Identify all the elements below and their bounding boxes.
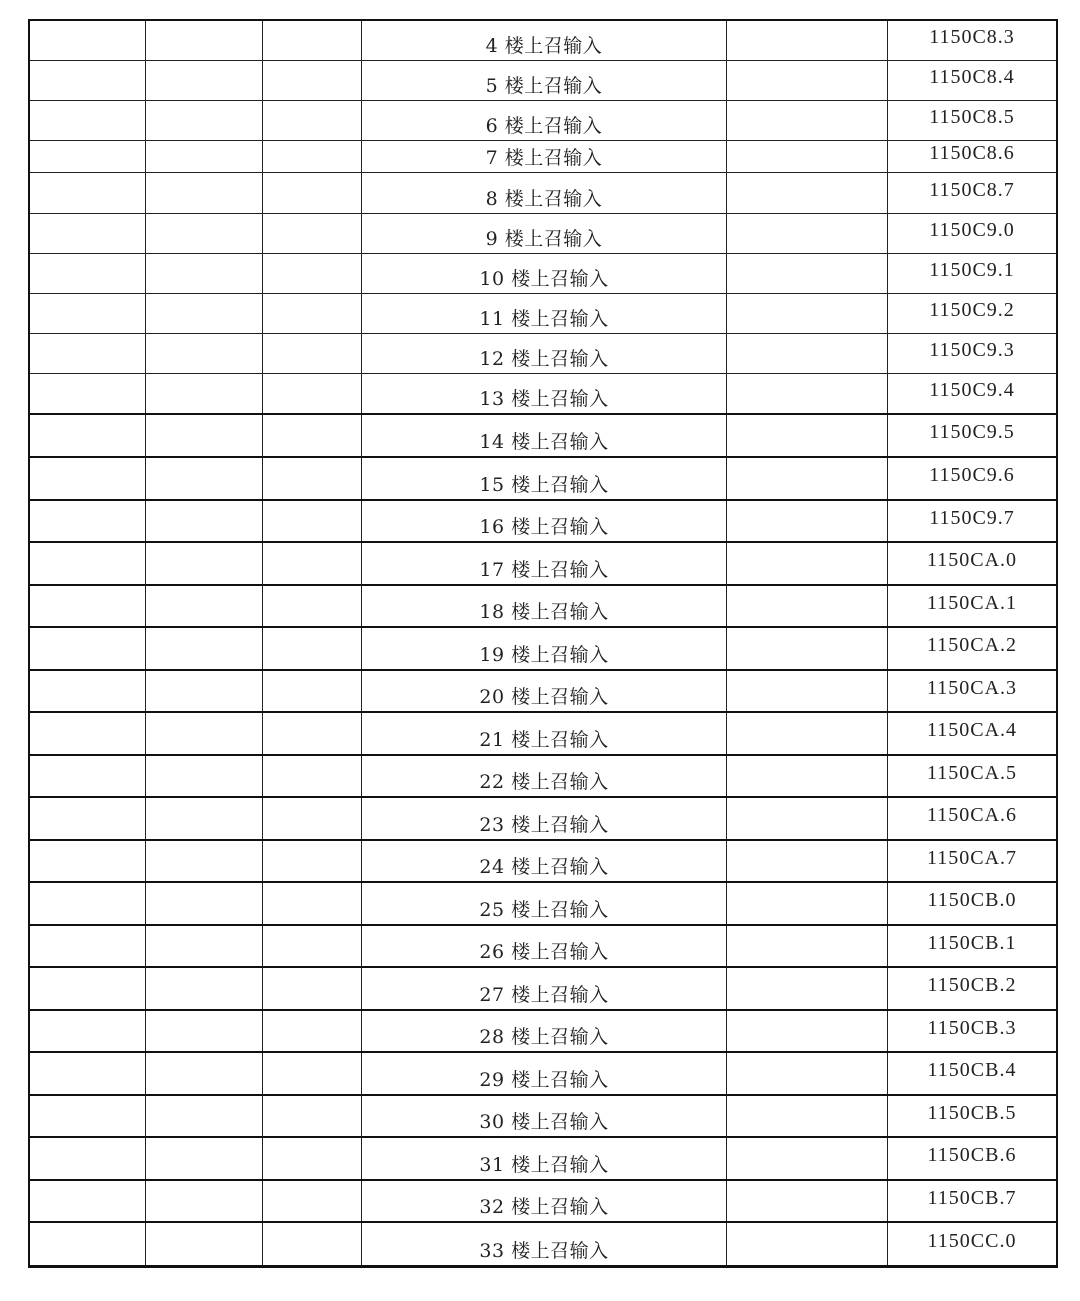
empty-cell — [30, 1053, 146, 1094]
table-row — [30, 713, 1056, 756]
empty-cell — [30, 586, 146, 626]
empty-cell — [146, 756, 263, 796]
address-cell: 1150CB.4 — [927, 1059, 1017, 1081]
empty-cell — [263, 501, 362, 541]
empty-cell — [263, 798, 362, 839]
empty-cell — [263, 543, 362, 584]
table-row — [30, 101, 1056, 141]
empty-cell — [727, 1011, 888, 1051]
signal-name-cell: 26 楼上召输入 — [362, 926, 727, 966]
empty-cell — [263, 374, 362, 413]
table-row — [30, 334, 1056, 374]
table-row — [30, 1138, 1056, 1181]
signal-name-cell: 32 楼上召输入 — [362, 1181, 727, 1221]
empty-cell — [146, 968, 263, 1009]
empty-cell — [263, 1181, 362, 1221]
empty-cell — [30, 374, 146, 413]
empty-cell — [30, 61, 146, 100]
empty-cell — [30, 334, 146, 373]
empty-cell — [727, 1053, 888, 1094]
empty-cell — [146, 713, 263, 754]
address-cell: 1150C8.3 — [929, 26, 1015, 48]
signal-name-cell: 30 楼上召输入 — [362, 1096, 727, 1136]
empty-cell — [263, 841, 362, 881]
address-cell: 1150CB.6 — [927, 1144, 1017, 1166]
address-cell: 1150C8.4 — [929, 66, 1015, 88]
empty-cell — [727, 1138, 888, 1179]
empty-cell — [727, 334, 888, 373]
table-row — [30, 458, 1056, 501]
empty-cell — [146, 798, 263, 839]
empty-cell — [146, 61, 263, 100]
table-row — [30, 586, 1056, 628]
empty-cell — [263, 713, 362, 754]
empty-cell — [727, 798, 888, 839]
table-row — [30, 214, 1056, 254]
address-cell: 1150CA.0 — [926, 549, 1018, 571]
empty-cell — [30, 628, 146, 669]
empty-cell — [263, 756, 362, 796]
empty-cell — [30, 1223, 146, 1265]
address-cell: 1150C8.5 — [929, 106, 1015, 128]
address-cell: 1150C9.1 — [929, 259, 1015, 281]
empty-cell — [727, 968, 888, 1009]
address-cell: 1150CB.3 — [927, 1016, 1017, 1039]
empty-cell — [30, 543, 146, 584]
empty-cell — [727, 671, 888, 711]
signal-name-cell: 18 楼上召输入 — [362, 586, 727, 626]
empty-cell — [727, 141, 888, 172]
empty-cell — [263, 1096, 362, 1136]
address-cell: 1150CA.7 — [926, 846, 1018, 869]
signal-name-cell: 8 楼上召输入 — [362, 173, 727, 213]
empty-cell — [727, 756, 888, 796]
empty-cell — [146, 671, 263, 711]
empty-cell — [30, 501, 146, 541]
signal-name-cell: 9 楼上召输入 — [362, 214, 727, 253]
empty-cell — [727, 1096, 888, 1136]
empty-cell — [263, 61, 362, 100]
empty-cell — [727, 713, 888, 754]
signal-name-cell: 23 楼上召输入 — [362, 798, 727, 839]
empty-cell — [263, 1138, 362, 1179]
signal-name-cell: 5 楼上召输入 — [362, 61, 727, 100]
address-cell: 1150CB.0 — [927, 889, 1017, 911]
empty-cell — [263, 294, 362, 333]
empty-cell — [263, 1011, 362, 1051]
table-row — [30, 883, 1056, 926]
empty-cell — [727, 294, 888, 333]
empty-cell — [30, 756, 146, 796]
address-cell: 1150C8.7 — [929, 178, 1015, 201]
signal-name-cell: 20 楼上召输入 — [362, 671, 727, 711]
address-cell: 1150CB.2 — [927, 974, 1017, 996]
empty-cell — [727, 21, 888, 60]
empty-cell — [30, 415, 146, 456]
empty-cell — [146, 374, 263, 413]
signal-name-cell: 10 楼上召输入 — [362, 254, 727, 293]
signal-name-cell: 25 楼上召输入 — [362, 883, 727, 924]
empty-cell — [146, 586, 263, 626]
signal-name-cell: 28 楼上召输入 — [362, 1011, 727, 1051]
empty-cell — [146, 141, 263, 172]
table-row — [30, 1011, 1056, 1053]
empty-cell — [30, 926, 146, 966]
signal-name-cell: 15 楼上召输入 — [362, 458, 727, 499]
empty-cell — [30, 214, 146, 253]
address-cell: 1150CA.6 — [926, 804, 1018, 826]
address-cell: 1150CC.0 — [927, 1229, 1017, 1252]
table-row — [30, 1096, 1056, 1138]
empty-cell — [146, 501, 263, 541]
empty-cell — [263, 214, 362, 253]
address-cell: 1150C8.6 — [929, 142, 1015, 164]
address-cell: 1150CB.1 — [927, 931, 1017, 954]
empty-cell — [727, 628, 888, 669]
signal-name-cell: 13 楼上召输入 — [362, 374, 727, 413]
empty-cell — [263, 173, 362, 213]
empty-cell — [263, 334, 362, 373]
empty-cell — [146, 841, 263, 881]
empty-cell — [146, 334, 263, 373]
empty-cell — [727, 501, 888, 541]
signal-name-cell: 11 楼上召输入 — [362, 294, 727, 333]
empty-cell — [146, 1138, 263, 1179]
empty-cell — [263, 1223, 362, 1265]
empty-cell — [263, 628, 362, 669]
signal-name-cell: 27 楼上召输入 — [362, 968, 727, 1009]
empty-cell — [30, 294, 146, 333]
empty-cell — [263, 141, 362, 172]
empty-cell — [146, 926, 263, 966]
signal-name-cell: 24 楼上召输入 — [362, 841, 727, 881]
empty-cell — [146, 458, 263, 499]
table-row — [30, 374, 1056, 415]
empty-cell — [146, 1096, 263, 1136]
empty-cell — [727, 926, 888, 966]
table-row — [30, 841, 1056, 883]
empty-cell — [146, 214, 263, 253]
table-row — [30, 926, 1056, 968]
signal-name-cell: 21 楼上召输入 — [362, 713, 727, 754]
empty-cell — [146, 101, 263, 140]
empty-cell — [727, 61, 888, 100]
table-row — [30, 415, 1056, 458]
table-row — [30, 756, 1056, 798]
empty-cell — [263, 586, 362, 626]
empty-cell — [30, 1138, 146, 1179]
signal-name-cell: 29 楼上召输入 — [362, 1053, 727, 1094]
address-cell: 1150CA.5 — [926, 761, 1018, 784]
empty-cell — [727, 214, 888, 253]
table-row — [30, 61, 1056, 101]
signal-name-cell: 22 楼上召输入 — [362, 756, 727, 796]
signal-name-cell: 31 楼上召输入 — [362, 1138, 727, 1179]
address-cell: 1150C9.2 — [929, 299, 1015, 321]
empty-cell — [146, 543, 263, 584]
empty-cell — [30, 713, 146, 754]
table-row — [30, 141, 1056, 173]
table-row — [30, 254, 1056, 294]
signal-name-cell: 16 楼上召输入 — [362, 501, 727, 541]
empty-cell — [30, 671, 146, 711]
empty-cell — [727, 883, 888, 924]
address-cell: 1150C9.3 — [929, 339, 1015, 361]
empty-cell — [146, 1011, 263, 1051]
address-cell: 1150C9.6 — [929, 464, 1015, 486]
address-cell: 1150CB.7 — [927, 1186, 1017, 1209]
signal-name-cell: 33 楼上召输入 — [362, 1223, 727, 1265]
address-cell: 1150CA.1 — [926, 591, 1018, 614]
empty-cell — [30, 883, 146, 924]
empty-cell — [30, 101, 146, 140]
empty-cell — [727, 254, 888, 293]
table-row — [30, 1223, 1056, 1265]
empty-cell — [727, 586, 888, 626]
empty-cell — [727, 458, 888, 499]
empty-cell — [146, 294, 263, 333]
empty-cell — [263, 1053, 362, 1094]
empty-cell — [30, 841, 146, 881]
empty-cell — [30, 173, 146, 213]
empty-cell — [727, 374, 888, 413]
empty-cell — [146, 883, 263, 924]
address-cell: 1150CA.2 — [926, 634, 1018, 656]
empty-cell — [263, 458, 362, 499]
table-row — [30, 671, 1056, 713]
empty-cell — [146, 628, 263, 669]
empty-cell — [146, 173, 263, 213]
empty-cell — [146, 254, 263, 293]
empty-cell — [30, 1181, 146, 1221]
table-row — [30, 1181, 1056, 1223]
empty-cell — [146, 1053, 263, 1094]
signal-name-cell: 17 楼上召输入 — [362, 543, 727, 584]
empty-cell — [146, 21, 263, 60]
signal-name-cell: 7 楼上召输入 — [362, 141, 727, 172]
table-row — [30, 628, 1056, 671]
empty-cell — [263, 254, 362, 293]
table-row — [30, 21, 1056, 61]
empty-cell — [727, 841, 888, 881]
empty-cell — [727, 173, 888, 213]
table-row — [30, 173, 1056, 214]
empty-cell — [146, 415, 263, 456]
empty-cell — [30, 21, 146, 60]
empty-cell — [30, 141, 146, 172]
empty-cell — [727, 1223, 888, 1265]
empty-cell — [30, 1011, 146, 1051]
signal-name-cell: 19 楼上召输入 — [362, 628, 727, 669]
empty-cell — [263, 926, 362, 966]
address-cell: 1150C9.4 — [929, 379, 1015, 401]
empty-cell — [146, 1223, 263, 1265]
signal-name-cell: 14 楼上召输入 — [362, 415, 727, 456]
address-cell: 1150CA.3 — [926, 676, 1018, 699]
empty-cell — [30, 254, 146, 293]
empty-cell — [263, 101, 362, 140]
address-cell: 1150CB.5 — [927, 1101, 1017, 1124]
table-row — [30, 968, 1056, 1011]
empty-cell — [263, 968, 362, 1009]
empty-cell — [727, 1181, 888, 1221]
address-cell: 1150C9.5 — [929, 421, 1015, 443]
address-cell: 1150C9.7 — [929, 506, 1015, 529]
table-row — [30, 798, 1056, 841]
signal-name-cell: 6 楼上召输入 — [362, 101, 727, 140]
address-cell: 1150C9.0 — [929, 219, 1015, 241]
empty-cell — [263, 671, 362, 711]
signal-name-cell: 12 楼上召输入 — [362, 334, 727, 373]
empty-cell — [30, 458, 146, 499]
empty-cell — [727, 543, 888, 584]
empty-cell — [30, 798, 146, 839]
table-row — [30, 294, 1056, 334]
empty-cell — [727, 101, 888, 140]
io-address-table — [28, 19, 1058, 1268]
signal-name-cell: 4 楼上召输入 — [362, 21, 727, 60]
address-cell: 1150CA.4 — [926, 719, 1018, 741]
empty-cell — [263, 21, 362, 60]
empty-cell — [30, 1096, 146, 1136]
empty-cell — [263, 415, 362, 456]
empty-cell — [146, 1181, 263, 1221]
empty-cell — [30, 968, 146, 1009]
table-row — [30, 543, 1056, 586]
table-row — [30, 1053, 1056, 1096]
table-row — [30, 501, 1056, 543]
empty-cell — [727, 415, 888, 456]
empty-cell — [263, 883, 362, 924]
